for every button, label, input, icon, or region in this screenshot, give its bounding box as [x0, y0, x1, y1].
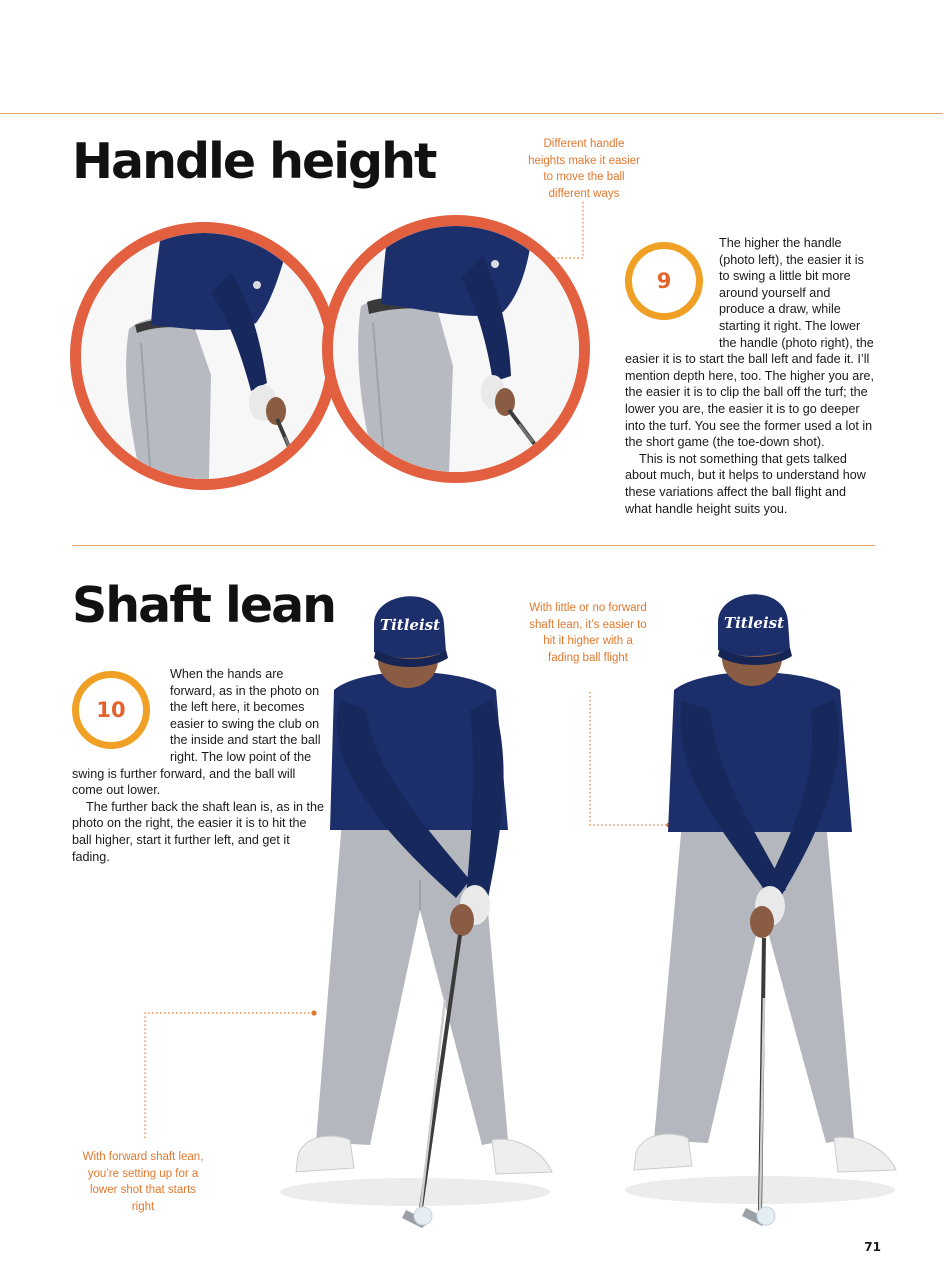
photo-golfer-no-shaft-lean — [610, 578, 910, 1233]
page-number: 71 — [864, 1240, 881, 1254]
paragraph: The higher the handle (photo left), the easier it is to swing a little bit more around yourself and produce a draw, while starting it right. The lower the handle (photo right), the easier it is to start the ball left and fade it. I’ll mention depth here, too. The higher you are, the easier it is to clip the ball off the turf; the lower you are, the easier it is to go deeper into the turf. You see the former used a lot in the short game (the toe-down shot). — [625, 236, 875, 450]
top-divider — [0, 113, 943, 114]
step-number-badge-10: 10 — [72, 671, 150, 749]
section-title-shaft-lean: Shaft lean — [72, 577, 336, 634]
paragraph: The further back the shaft lean is, as in the photo on the right, the easier it is to hit the ball higher, start it further left, and get it fading. — [72, 799, 325, 864]
step-number-badge-9: 9 — [625, 242, 703, 320]
photo-high-handle — [70, 222, 338, 490]
caption-little-shaft-lean: With little or no forward shaft lean, it’s easier to hit it higher with a fading ball flight — [529, 602, 647, 664]
cap-logo-text: Titleist — [379, 616, 441, 634]
paragraph: When the hands are forward, as in the photo on the left here, it becomes easier to swing the club on the inside and start the ball right. The low point of the swing is further forward, and the ball will come out lower. — [72, 667, 321, 798]
section-title-handle-height: Handle height — [72, 133, 436, 190]
caption-forward-shaft-lean: With forward shaft lean, you’re setting up for a lower shot that starts right — [82, 1151, 204, 1213]
photo-low-handle — [322, 215, 590, 483]
cap-logo-text: Titleist — [723, 614, 785, 632]
handle-height-body-text — [625, 235, 875, 517]
caption-handle-heights: Different handle heights make it easier to move the ball different ways — [528, 138, 640, 200]
paragraph: This is not something that gets talked about much, but it helps to understand how these variations affect the ball flight and what handle height suits you. — [625, 451, 866, 516]
section-divider — [72, 545, 875, 546]
photo-golfer-forward-shaft-lean — [270, 580, 560, 1235]
